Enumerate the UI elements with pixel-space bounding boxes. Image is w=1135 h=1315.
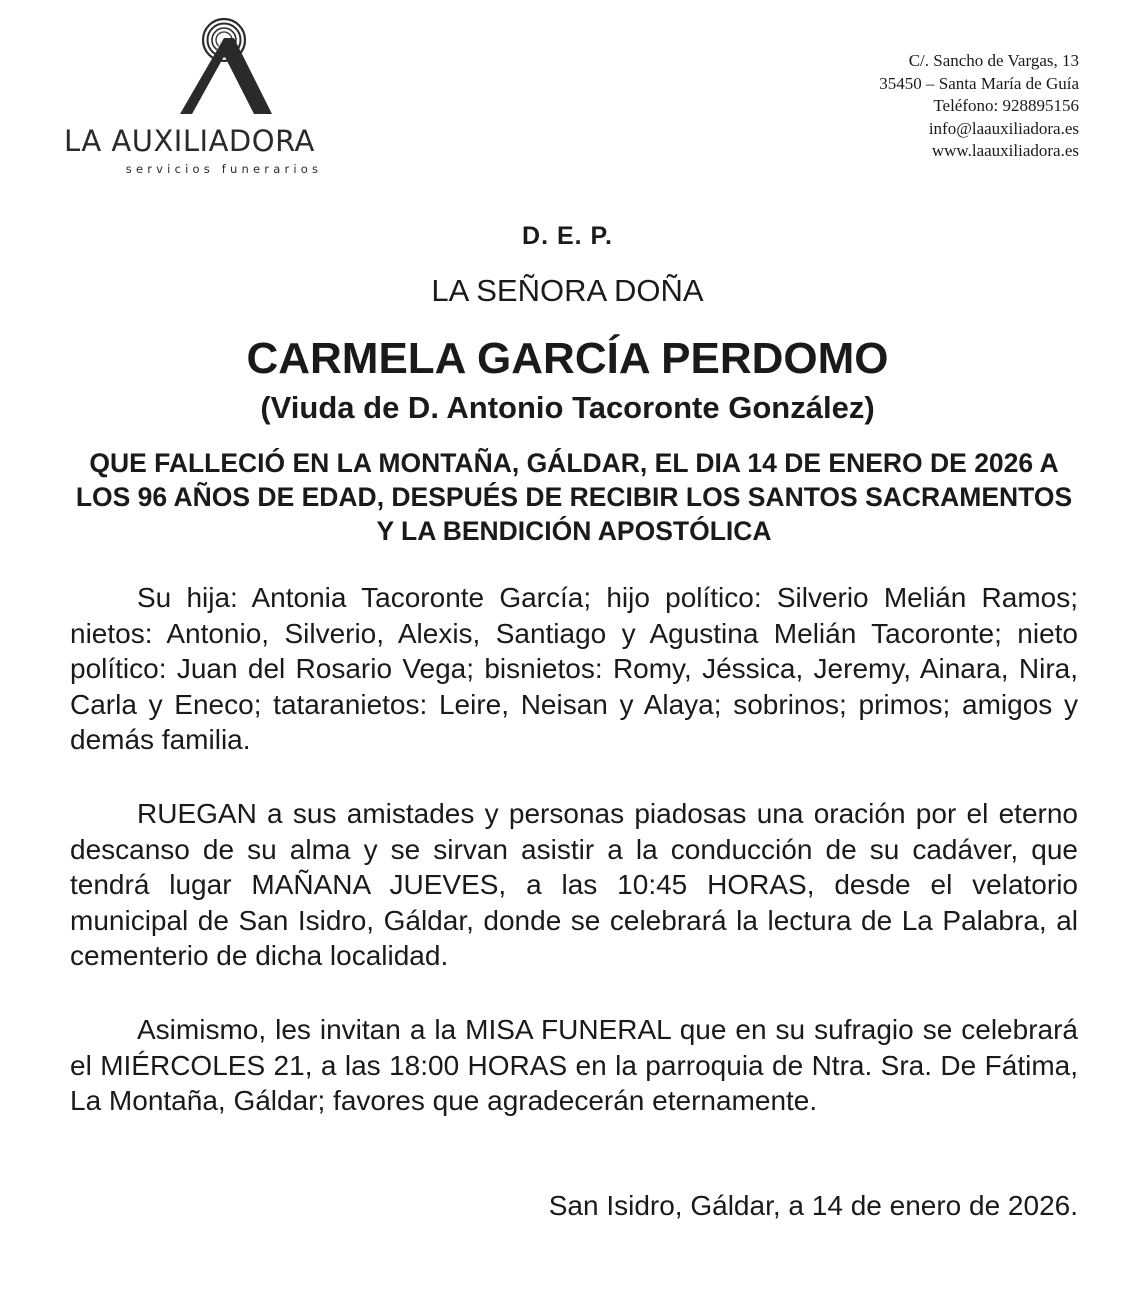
contact-website[interactable]: www.laauxiliadora.es	[931, 141, 1079, 161]
honorific-heading: LA SEÑORA DOÑA	[431, 273, 704, 308]
contact-city: 35450 – Santa María de Guía	[879, 73, 1079, 93]
place-date-signoff: San Isidro, Gáldar, a 14 de enero de 2026.	[548, 1190, 1078, 1221]
contact-email[interactable]: info@laauxiliadora.es	[928, 118, 1079, 138]
funeral-mass-paragraph: Asimismo, les invitan a la MISA FUNERAL que en su sufragio se celebrará el MIÉRCOLES 21, a las 18:00 HORAS en la parroquia de Ntra. Sra. De Fátima, La Montaña, Gáldar; favores que agradecerán eternamente.	[70, 1014, 1078, 1116]
request-paragraph: RUEGAN a sus amistades y personas piadosas una oración por el eterno descanso de su alma y se sirvan asistir a la conducción de su cadáver, que tendrá lugar MAÑANA JUEVES, a las 10:45 HORAS, desde el velatorio municipal de San Isidro, Gáldar, donde se celebrará la lectura de La Palabra, al cementerio de dicha localidad.	[70, 798, 1078, 971]
death-announcement: QUE FALLECIÓ EN LA MONTAÑA, GÁLDAR, EL DIA 14 DE ENERO DE 2026 A LOS 96 AÑOS DE EDAD, DESPUÉS DE RECIBIR LOS SANTOS SACRAMENTOS Y LA BENDICIÓN APOSTÓLICA	[75, 448, 1073, 546]
logo-tagline: servicios funerarios	[125, 162, 323, 176]
contact-address: C/. Sancho de Vargas, 13	[908, 51, 1079, 70]
logo-wordmark: LA AUXILIADORA	[64, 124, 315, 158]
rip-heading: D. E. P.	[522, 222, 613, 250]
company-logo	[60, 18, 390, 178]
deceased-name: CARMELA GARCÍA PERDOMO	[246, 334, 889, 383]
contact-phone: Teléfono: 928895156	[933, 96, 1079, 116]
a-monogram-with-halo-icon	[172, 18, 282, 118]
widow-of-line: (Viuda de D. Antonio Tacoronte González)	[260, 390, 875, 425]
family-paragraph: Su hija: Antonia Tacoronte García; hijo político: Silverio Melián Ramos; nietos: Antonio, Silverio, Alexis, Santiago y Agustina Melián Tacoronte; nieto político: Juan del Rosario Vega; bisnietos: Romy, Jéssica, Jeremy, Ainara, Nira, Carla y Eneco; tataranietos: Leire, Neisan y Alaya; sobrinos; primos; amigos y demás familia.	[70, 582, 1078, 755]
contact-block	[879, 50, 1079, 163]
